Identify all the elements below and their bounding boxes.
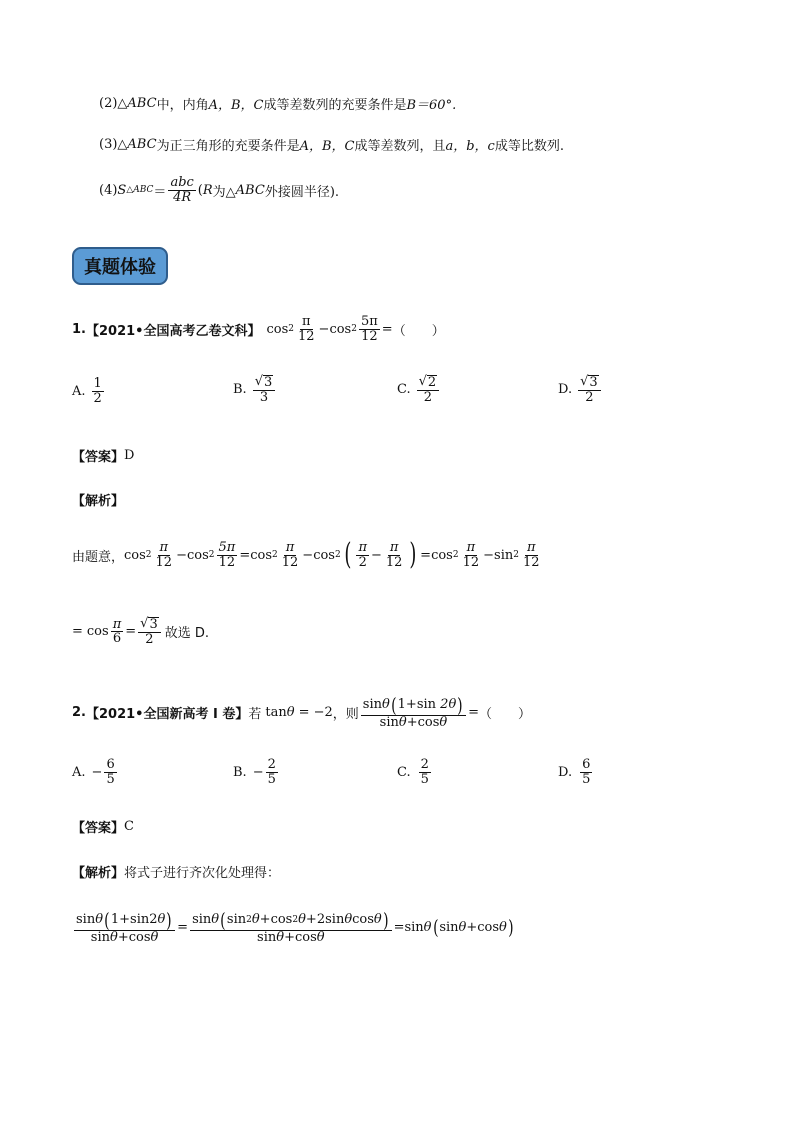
question-text: 若 — [248, 706, 262, 722]
condition-value: = −2 — [298, 704, 333, 720]
option-sign: − — [252, 764, 264, 780]
option-label: A. — [72, 764, 86, 780]
q1-derivation-line-2 — [72, 617, 209, 646]
angle-letters: A，B，C — [208, 98, 264, 113]
radicand: 2 — [427, 375, 437, 390]
sqrt: √ 3 — [254, 374, 273, 390]
answer-blank: （ ） — [392, 323, 445, 339]
option-fraction — [266, 758, 278, 786]
option-fraction — [253, 375, 276, 404]
section-badge — [72, 247, 168, 285]
option-fraction — [104, 758, 116, 786]
fraction-numerator: π — [526, 539, 536, 555]
theta: θ — [499, 919, 507, 935]
fraction-denominator: 12 — [298, 328, 315, 344]
intro-item-2 — [99, 94, 456, 113]
answer-blank: （ ） — [479, 706, 532, 722]
cos-fn: cos — [417, 715, 440, 730]
plus: + — [466, 919, 478, 935]
condition: B＝60°. — [406, 98, 457, 113]
intro-item-3 — [99, 135, 564, 154]
cos-fn: cos — [266, 321, 289, 337]
radicand: 3 — [263, 375, 273, 390]
theta: θ — [423, 919, 432, 935]
plus: + — [284, 930, 295, 945]
theta: θ — [286, 704, 295, 720]
option-fraction — [580, 758, 592, 786]
conclusion: 故选 D. — [164, 626, 209, 642]
q1-option-c[interactable] — [397, 375, 441, 404]
equals: = — [420, 547, 432, 563]
equals: = — [239, 547, 251, 563]
triangle-name: ABC — [127, 96, 157, 111]
answer-label: 【答案】 — [72, 821, 125, 836]
item-prefix: (2)△ — [99, 96, 128, 111]
option-label: C. — [397, 764, 411, 780]
theta: θ — [439, 715, 448, 730]
minus: − — [302, 547, 314, 563]
sin-fn: sin — [76, 912, 96, 928]
fraction-denominator: 12 — [385, 554, 403, 570]
fraction-denominator: 12 — [462, 554, 480, 570]
cos-fn: cos — [250, 547, 273, 563]
area-subscript: △ABC — [126, 185, 154, 196]
side-letters: a，b，c — [445, 139, 495, 154]
derivation-lead: 由题意， — [72, 549, 125, 565]
theta: θ — [211, 912, 220, 928]
theta: θ — [298, 912, 306, 928]
triangle-name: ABC — [235, 182, 265, 198]
cos-fn: cos — [124, 547, 146, 563]
answer-value: D — [124, 448, 135, 463]
paren: ( — [197, 182, 203, 198]
question-text: ，则 — [332, 706, 359, 722]
q2-option-c[interactable] — [397, 758, 433, 786]
fraction-denominator: 12 — [155, 554, 173, 570]
option-label: D. — [558, 764, 573, 780]
equals: = — [381, 321, 393, 337]
minus: − — [370, 547, 382, 563]
fraction-denominator: 2 — [93, 390, 102, 406]
item-text: 为△ — [212, 184, 236, 200]
cos-fn: cos — [86, 624, 109, 640]
cos-fn: cos — [128, 930, 151, 945]
sin-fn: sin — [325, 912, 345, 928]
question-number: 1. — [72, 321, 86, 337]
fraction — [280, 541, 301, 569]
fraction-denominator: 2 — [145, 631, 154, 647]
item-text: 成等比数列. — [494, 139, 564, 154]
q1-analysis-label — [72, 490, 124, 509]
theta: θ — [398, 715, 407, 730]
fraction-numerator: π — [358, 539, 367, 555]
theta: θ — [110, 930, 118, 945]
left-paren-large: ( — [344, 537, 352, 572]
plus: + — [406, 715, 418, 730]
question-source: 【2021•全国高考乙卷文科】 — [85, 323, 261, 339]
fraction-numerator: π — [159, 539, 169, 555]
fraction-denominator: 12 — [522, 554, 540, 570]
fraction-numerator: 2 — [420, 757, 429, 772]
plus: + — [117, 930, 129, 945]
fraction-denominator: 5 — [420, 771, 429, 787]
q1-option-a[interactable] — [72, 377, 106, 405]
plus: + — [305, 912, 317, 928]
fraction-denominator: 5 — [106, 771, 115, 787]
section-title: 真题体验 — [84, 257, 156, 278]
area-symbol: S — [117, 182, 127, 198]
item-text: 外接圆半径). — [264, 184, 340, 200]
sin-fn: sin — [226, 912, 247, 928]
fraction-numerator: 5π — [218, 539, 236, 555]
theta: θ — [150, 930, 159, 945]
fraction-numerator: 5π — [360, 314, 378, 329]
fraction — [356, 541, 369, 569]
left-paren: ( — [391, 693, 397, 717]
right-paren: ) — [382, 908, 389, 932]
sqrt: √ 2 — [418, 374, 437, 390]
q2-analysis — [72, 862, 280, 881]
area-fraction — [168, 176, 195, 204]
fraction-numerator: 6 — [582, 757, 591, 772]
equals: = — [72, 624, 83, 640]
answer-label: 【答案】 — [72, 450, 125, 465]
cos-fn: cos — [294, 930, 317, 945]
fraction — [384, 541, 405, 569]
fraction — [111, 618, 124, 646]
item-text: 为正三角形的充要条件是 — [156, 139, 300, 154]
equals: = — [177, 919, 189, 935]
q1-option-d[interactable] — [558, 375, 603, 404]
option-fraction — [92, 377, 104, 405]
sin-fn: sin — [439, 919, 459, 935]
question-source: 【2021•全国新高考 I 卷】 — [85, 706, 249, 722]
fraction-numerator: 2 — [267, 757, 276, 772]
item-prefix: (3)△ — [99, 137, 128, 152]
theta: θ — [157, 912, 166, 928]
q1-answer — [72, 446, 134, 465]
sin-fn: sin — [192, 912, 212, 928]
theta: θ — [344, 912, 353, 928]
fraction-numerator: 6 — [106, 757, 115, 772]
item-text: 成等差数列的充要条件是 — [263, 98, 407, 113]
fraction — [296, 315, 317, 343]
q2-option-a[interactable] — [72, 758, 119, 786]
option-label: B. — [233, 764, 247, 780]
plus: + — [119, 912, 131, 928]
sin-fn: sin — [362, 697, 382, 713]
option-label: D. — [558, 382, 573, 398]
plus: + — [405, 697, 417, 713]
sqrt: √ 3 — [140, 616, 158, 632]
angle-letters: A，B，C — [299, 139, 355, 154]
sin-fn: sin — [404, 919, 424, 935]
analysis-label: 【解析】 — [72, 494, 125, 509]
fraction-denominator: 2 — [358, 554, 367, 570]
fraction-numerator: π — [302, 314, 311, 329]
sin-fn: sin — [379, 715, 399, 730]
theta: θ — [276, 930, 285, 945]
sin-fn: sin — [130, 912, 150, 928]
cos-fn: cos — [477, 919, 500, 935]
fraction — [74, 910, 175, 945]
fraction-numerator: π — [285, 539, 295, 555]
theta: θ — [251, 912, 260, 928]
q2-stem — [72, 695, 531, 730]
fraction-denominator: 12 — [218, 554, 236, 570]
option-sign: − — [91, 764, 103, 780]
number: 1 — [110, 912, 120, 928]
left-paren: ( — [220, 908, 226, 932]
right-paren: ) — [166, 908, 172, 932]
q2-derivation — [72, 910, 515, 945]
minus: − — [318, 321, 330, 337]
fraction — [154, 541, 175, 569]
fraction-numerator: abc — [170, 175, 194, 190]
cos-fn: cos — [313, 547, 335, 563]
item-text: 成等差数列，且 — [354, 139, 446, 154]
fraction — [359, 315, 380, 343]
sin-fn: sin — [90, 930, 110, 945]
option-label: C. — [397, 382, 411, 398]
option-label: A. — [72, 383, 86, 399]
equals: = — [125, 624, 137, 640]
left-paren: ( — [432, 915, 439, 940]
sin-fn: sin — [494, 547, 514, 563]
theta: θ — [382, 697, 390, 713]
option-fraction — [419, 758, 431, 786]
fraction — [138, 617, 161, 646]
fraction-numerator: π — [389, 539, 399, 555]
minus: − — [176, 547, 187, 563]
fraction-denominator: 6 — [112, 631, 122, 647]
right-paren: ) — [508, 915, 514, 940]
q1-derivation-line-1: 由题意， cos 2 $\frac{\pi}{12}$ − cos 2 $\frac{5\pi}{12}$ = cos 2 $\frac{\pi}{12}$ − cos 2 ( $\frac{\pi}{2}$ − $\frac{\pi}{12}$ ) = cos 2 $\frac{\pi}{12}$ − sin 2 $\frac{\pi}{12}$ — [72, 537, 540, 572]
triangle-name: ABC — [127, 137, 157, 152]
left-paren: ( — [104, 908, 110, 932]
question-number: 2. — [72, 704, 86, 720]
fraction — [521, 541, 542, 569]
cos-fn: cos — [186, 547, 209, 563]
number: 2 — [316, 912, 326, 928]
equals: ＝ — [153, 184, 167, 200]
q2-option-b[interactable] — [233, 758, 280, 786]
answer-value: C — [124, 819, 134, 834]
fraction-denominator: 2 — [585, 389, 594, 405]
fraction-denominator: 5 — [267, 771, 276, 787]
theta: θ — [316, 930, 325, 945]
fraction — [461, 541, 482, 569]
fraction — [217, 541, 238, 569]
fraction-denominator: 12 — [361, 328, 378, 344]
analysis-label: 【解析】 — [72, 866, 125, 881]
item-text: 中，内角 — [156, 98, 209, 113]
q2-option-d[interactable] — [558, 758, 594, 786]
number: 2 — [149, 912, 158, 928]
plus: + — [259, 912, 271, 928]
analysis-text: 将式子进行齐次化处理得： — [124, 866, 281, 881]
cos-fn: cos — [352, 912, 374, 928]
tan-fn: tan — [265, 704, 287, 720]
right-paren-large: ) — [409, 537, 417, 572]
radicand: 3 — [589, 375, 598, 390]
sqrt: √ 3 — [580, 374, 598, 390]
right-paren: ) — [457, 693, 463, 717]
theta: θ — [373, 912, 382, 928]
sin-fn: sin — [416, 697, 437, 713]
cos-fn: cos — [329, 321, 352, 337]
equals: = — [468, 704, 479, 720]
item-prefix: (4) — [99, 182, 118, 198]
cos-fn: cos — [431, 547, 453, 563]
fraction-denominator: 5 — [582, 771, 591, 787]
option-fraction — [417, 375, 440, 404]
fraction-numerator: π — [466, 539, 476, 555]
fraction-numerator: π — [112, 616, 122, 632]
minus: − — [483, 547, 495, 563]
fraction-denominator: 2 — [423, 389, 433, 405]
sin-fn: sin — [257, 930, 277, 945]
number: 1 — [397, 697, 406, 713]
cos-fn: cos — [270, 912, 293, 928]
option-label: B. — [233, 382, 247, 398]
theta: θ — [95, 912, 104, 928]
fraction: sin θ ( sin 2 θ + cos 2 θ + 2 sin θ cos θ ) sin θ + cos θ — [190, 910, 392, 945]
fraction-denominator: 4R — [173, 189, 192, 205]
radicand: 3 — [149, 617, 158, 632]
intro-item-4 — [99, 176, 339, 204]
q1-stem: 1. 【2021•全国高考乙卷文科】 cos 2 $\frac{\pi}{12}$ − cos 2 $\frac{5\pi}{12}$ = （ ） — [72, 314, 445, 344]
fraction-numerator: 1 — [93, 376, 102, 391]
question-fraction — [361, 695, 466, 730]
fraction-denominator: 12 — [281, 554, 299, 570]
two-theta: 2θ — [440, 697, 457, 713]
option-fraction — [578, 375, 601, 404]
equals: = — [393, 919, 405, 935]
q1-option-b[interactable] — [233, 375, 277, 404]
theta: θ — [458, 919, 467, 935]
q2-answer — [72, 817, 134, 836]
radius-symbol: R — [202, 182, 213, 198]
fraction-denominator: 3 — [259, 389, 269, 405]
